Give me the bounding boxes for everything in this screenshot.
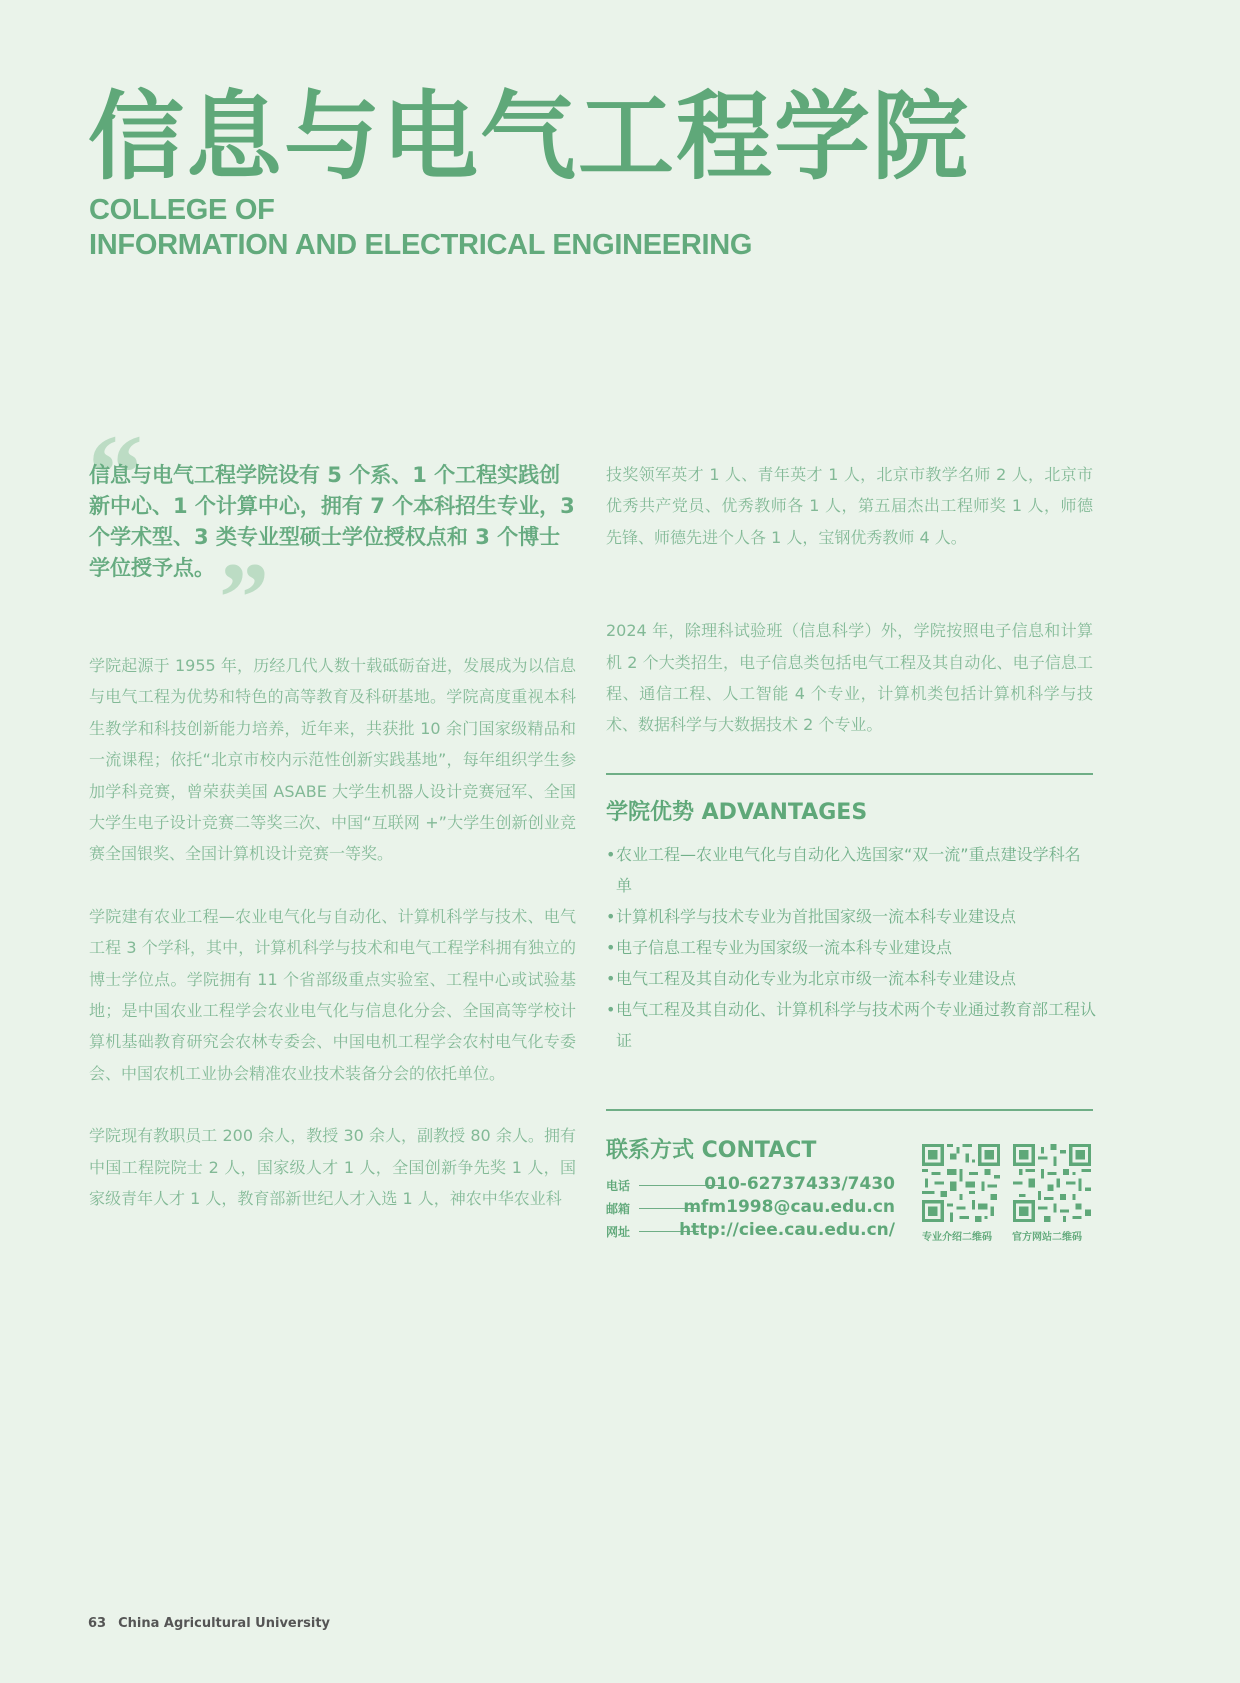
bullet-icon: • <box>606 907 616 926</box>
advantage-text: 电气工程及其自动化、计算机科学与技术两个专业通过教育部工程认证 <box>616 1000 1097 1050</box>
advantage-text: 电气工程及其自动化专业为北京市级一流本科专业建设点 <box>616 969 1017 988</box>
intro-statement <box>89 460 579 653</box>
website-label: 网址 <box>606 1225 631 1239</box>
qr-caption-official-site: 官方网站二维码 <box>1012 1232 1082 1243</box>
page-footer <box>88 1616 330 1631</box>
bullet-icon: • <box>606 845 616 864</box>
paragraph-faculty: 学院现有教职员工 200 余人，教授 30 余人，副教授 80 余人。拥有中国工程院院士 2 人，国家级人才 1 人，全国创新争先奖 1 人，国家级青年人才 1 人，教育部新世纪人才入选 1 人，神农中华农业科 <box>89 1126 576 1209</box>
paragraph-faculty-continued: 技奖领军英才 1 人、青年英才 1 人，北京市教学名师 2 人，北京市优秀共产党员、优秀教师各 1 人，第五届杰出工程师奖 1 人，师德先锋、师德先进个人各 1 人，宝钢优秀教师 4 人。 <box>606 465 1093 547</box>
page-subtitle <box>89 193 752 263</box>
website-link[interactable]: http://ciee.cau.edu.cn/ <box>679 1220 895 1240</box>
bullet-icon: • <box>606 1000 616 1019</box>
bullet-icon: • <box>606 938 616 957</box>
email-link[interactable]: mfm1998@cau.edu.cn <box>683 1197 895 1217</box>
advantages-heading: 学院优势 ADVANTAGES <box>606 800 868 825</box>
qr-caption-major-intro: 专业介绍二维码 <box>922 1232 992 1243</box>
contact-website <box>606 1220 895 1242</box>
qr-code-major-intro[interactable] <box>922 1144 1000 1222</box>
university-name: China Agricultural University <box>118 1616 331 1631</box>
close-quote-icon: ” <box>219 542 269 653</box>
divider <box>606 1109 1093 1111</box>
email-label: 邮箱 <box>606 1202 631 1216</box>
contact-heading: 联系方式 CONTACT <box>606 1138 817 1163</box>
advantage-text: 计算机科学与技术专业为首批国家级一流本科专业建设点 <box>616 907 1017 926</box>
contact-phone <box>606 1174 895 1196</box>
subtitle-line-1: COLLEGE OF <box>89 194 275 226</box>
advantage-text: 农业工程—农业电气化与自动化入选国家“双一流”重点建设学科名单 <box>616 845 1081 895</box>
list-item <box>606 839 1096 901</box>
list-item <box>606 932 1096 963</box>
advantage-text: 电子信息工程专业为国家级一流本科专业建设点 <box>616 938 953 957</box>
list-item <box>606 994 1096 1056</box>
right-column <box>606 459 1093 741</box>
open-quote-icon: “ <box>88 412 143 534</box>
advantages-list <box>606 839 1096 1056</box>
divider <box>606 773 1093 775</box>
paragraph-disciplines: 学院建有农业工程—农业电气化与自动化、计算机科学与技术、电气工程 3 个学科，其中，计算机科学与技术和电气工程学科拥有独立的博士学位点。学院拥有 11 个省部级重点实验室、工程中心或试验基地；是中国农业工程学会农业电气化与信息化分会、全国高等学校计算机基础教育研究会农林专委会、中国电机工程学会农村电气化专委会、中国农机工业协会精准农业技术装备分会的依托单位。 <box>89 906 576 1083</box>
contact-email <box>606 1197 895 1219</box>
page-title: 信息与电气工程学院 <box>88 81 970 193</box>
subtitle-line-2: INFORMATION AND ELECTRICAL ENGINEERING <box>89 229 753 261</box>
qr-code-official-site[interactable] <box>1013 1144 1091 1222</box>
phone-label: 电话 <box>606 1179 631 1193</box>
bullet-icon: • <box>606 969 616 988</box>
page-number: 63 <box>88 1616 107 1631</box>
paragraph-history: 学院起源于 1955 年，历经几代人数十载砥砺奋进，发展成为以信息与电气工程为优势和特色的高等教育及科研基地。学院高度重视本科生教学和科技创新能力培养，近年来，共获批 10 余门国家级精品和一流课程；依托“北京市校内示范性创新实践基地”，每年组织学生参加学科竞赛，曾荣获美国 ASABE 大学生机器人设计竞赛冠军、全国大学生电子设计竞赛二等奖三次、中国“互联网 +”大学生创新创业竞赛全国银奖、全国计算机设计竞赛一等奖。 <box>89 656 576 864</box>
list-item <box>606 901 1096 932</box>
phone-value[interactable]: 010-62737433/7430 <box>704 1174 895 1194</box>
list-item <box>606 963 1096 994</box>
left-column <box>89 650 576 1215</box>
intro-text: 信息与电气工程学院设有 5 个系、1 个工程实践创新中心、1 个计算中心，拥有 7 个本科招生专业，3 个学术型、3 类专业型硕士学位授权点和 3 个博士学位授予点。 <box>89 463 575 580</box>
paragraph-enrollment: 2024 年，除理科试验班（信息科学）外，学院按照电子信息和计算机 2 个大类招生，电子信息类包括电气工程及其自动化、电子信息工程、通信工程、人工智能 4 个专业，计算机类包括计算机科学与技术、数据科学与大数据技术 2 个专业。 <box>606 621 1093 735</box>
